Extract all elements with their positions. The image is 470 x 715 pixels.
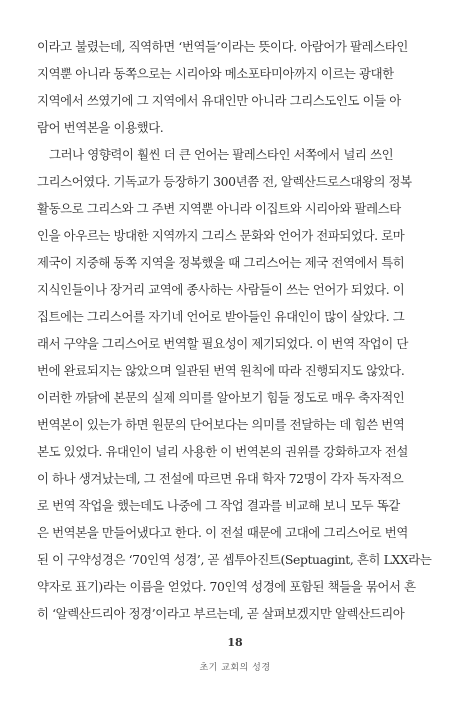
text-line: 지식인들이나 장거리 교역에 종사하는 사람들이 쓰는 언어가 되었다. 이 [37, 282, 405, 297]
page-number: 18 [227, 636, 243, 649]
text-line: 래서 구약을 그리스어로 번역할 필요성이 제기되었다. 이 번역 작업이 단 [37, 336, 408, 351]
text-line: 로 번역 작업을 했는데도 나중에 그 작업 결과를 비교해 보니 모두 똑같 [37, 498, 400, 513]
text-line: 집트에는 그리스어를 자기네 언어로 받아들인 유대인이 많이 살았다. 그 [37, 309, 405, 324]
text-line: 된 이 구약성경은 ‘70인역 성경’, 곧 셉투아진트(Septuagint, 흔히 LXX라는 [37, 552, 432, 567]
text-line: 번역본이 있는가 하면 원문의 단어보다는 의미를 전달하는 데 힘쓴 번역 [37, 417, 405, 432]
body-text [37, 33, 433, 627]
text-line: 그리스어였다. 기독교가 등장하기 300년쯤 전, 알렉산드로스대왕의 정복 [37, 174, 412, 189]
text-line: 인을 아우르는 방대한 지역까지 그리스 문화와 언어가 전파되었다. 로마 [37, 228, 405, 243]
text-line: 활동으로 그리스와 그 주변 지역뿐 아니라 이집트와 시리아와 팔레스타 [37, 201, 401, 216]
text-line: 본도 있었다. 유대인이 널리 사용한 이 번역본의 권위를 강화하고자 전설 [37, 444, 408, 459]
text-line: 은 번역본을 만들어냈다고 한다. 이 전설 때문에 고대에 그리스어로 번역 [37, 525, 408, 540]
text-line: 이라고 불렸는데, 직역하면 ‘번역들’이라는 뜻이다. 아람어가 팔레스타인 [37, 39, 408, 54]
text-line: 제국이 지중해 동쪽 지역을 정복했을 때 그리스어는 제국 전역에서 특히 [37, 255, 405, 270]
running-title: 초기 교회의 성경 [199, 663, 271, 673]
text-line: 약자로 표기)라는 이름을 얻었다. 70인역 성경에 포함된 책들을 묶어서 흔 [37, 579, 416, 594]
text-line: 이러한 까닭에 본문의 실제 의미를 알아보기 힘들 정도로 매우 축자적인 [37, 390, 405, 405]
text-line: 이 하나 생겨났는데, 그 전설에 따르면 유대 학자 72명이 각자 독자적으 [37, 471, 404, 486]
text-line: 번에 완료되지는 않았으며 일관된 번역 원칙에 따라 진행되지도 않았다. [37, 363, 405, 378]
text-line: 지역에서 쓰였기에 그 지역에서 유대인만 아니라 그리스도인도 이들 아 [37, 93, 401, 108]
text-line: 지역뿐 아니라 동쪽으로는 시리아와 메소포타미아까지 이르는 광대한 [37, 66, 394, 81]
text-line: 그러나 영향력이 훨씬 더 큰 언어는 팔레스타인 서쪽에서 널리 쓰인 [49, 147, 394, 162]
text-line: 히 ‘알렉산드리아 정경’이라고 부르는데, 곧 살펴보겠지만 알렉산드리아 [37, 606, 405, 621]
text-line: 람어 번역본을 이용했다. [37, 120, 164, 135]
